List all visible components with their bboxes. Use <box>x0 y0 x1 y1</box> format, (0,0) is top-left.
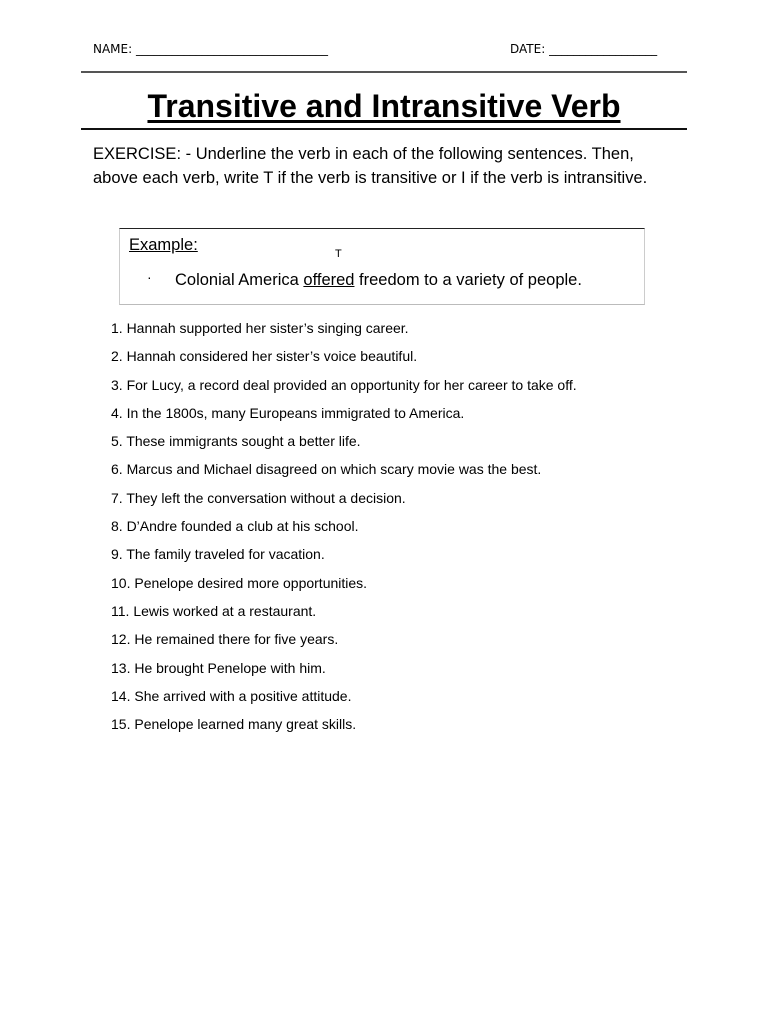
sentence-item: 9. The family traveled for vacation. <box>111 546 325 563</box>
sentence-item: 1. Hannah supported her sister’s singing career. <box>111 320 409 336</box>
exercise-instructions: EXERCISE: - Underline the verb in each of the following sentences. Then, above each verb, write T if the verb is transitive or I if the verb is intransitive. <box>93 145 648 187</box>
sentence-item: 15. Penelope learned many great skills. <box>111 716 357 733</box>
example-label: Example: <box>129 236 198 254</box>
bullet-icon: · <box>147 269 152 285</box>
example-sentence-start: Colonial America <box>175 271 304 289</box>
example-box <box>119 228 645 305</box>
sentence-item: 14. She arrived with a positive attitude. <box>111 687 352 704</box>
sentence-list <box>111 318 577 742</box>
sentence-item: 4. In the 1800s, many Europeans immigrated to America. <box>111 404 465 421</box>
sentence-item: 7. They left the conversation without a decision. <box>111 489 406 506</box>
sentence-item: 6. Marcus and Michael disagreed on which scary movie was the best. <box>111 461 542 478</box>
name-field[interactable]: NAME: ________________________________ <box>93 42 328 56</box>
sentence-item: 11. Lewis worked at a restaurant. <box>111 602 317 619</box>
example-verb: offered <box>303 271 355 289</box>
sentence-item: 10. Penelope desired more opportunities. <box>111 574 368 591</box>
sentence-item: 3. For Lucy, a record deal provided an opportunity for her career to take off. <box>111 376 577 393</box>
example-sentence-end: freedom to a variety of people. <box>354 271 582 289</box>
date-field[interactable]: DATE: __________________ <box>510 42 658 56</box>
example-sentence <box>175 271 582 290</box>
title-divider <box>81 128 687 130</box>
sentence-item: 5. These immigrants sought a better life. <box>111 433 361 450</box>
example-verb-mark: T <box>335 248 342 260</box>
sentence-item: 2. Hannah considered her sister’s voice beautiful. <box>111 348 418 365</box>
page-title: Transitive and Intransitive Verb <box>147 88 621 124</box>
header-divider <box>81 71 687 73</box>
sentence-item: 8. D’Andre founded a club at his school. <box>111 518 359 535</box>
worksheet-header <box>93 42 675 62</box>
sentence-item: 12. He remained there for five years. <box>111 631 339 648</box>
sentence-item: 13. He brought Penelope with him. <box>111 659 326 676</box>
